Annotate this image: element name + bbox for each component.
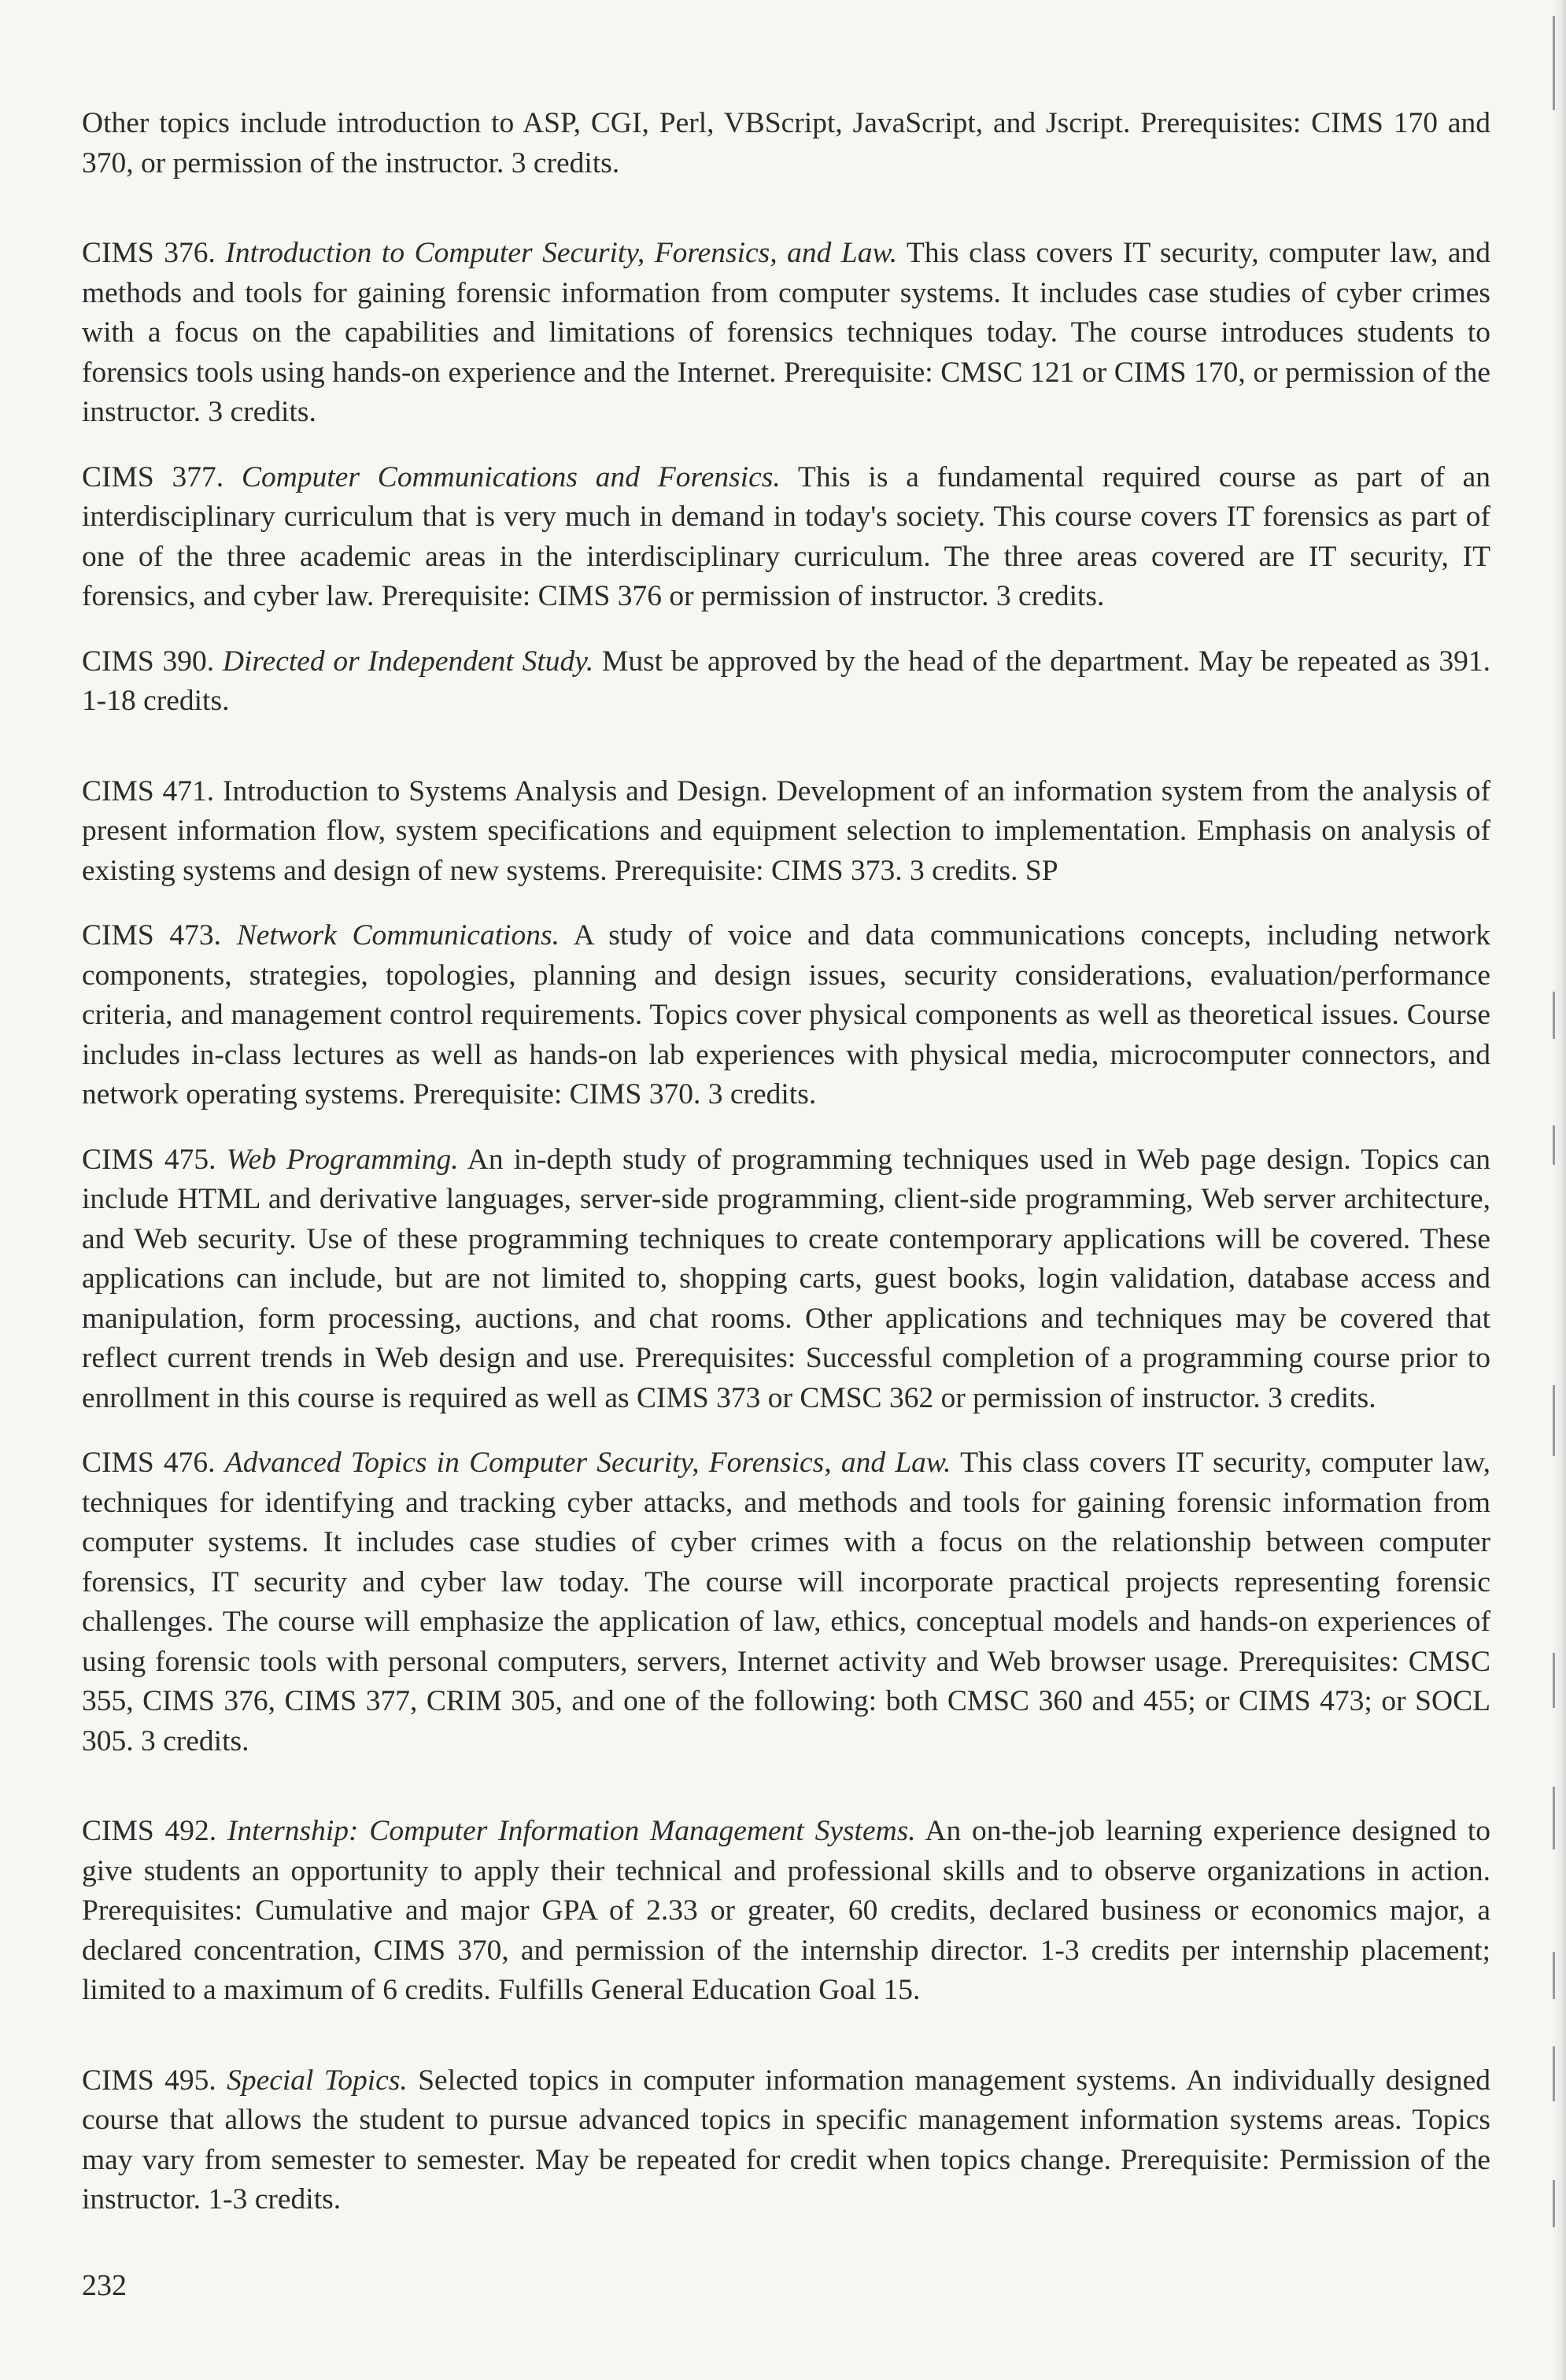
course-entry-cims-492 bbox=[82, 1812, 1490, 2011]
page-edge-mark bbox=[1553, 1125, 1555, 1165]
course-title: Network Communications. bbox=[236, 919, 560, 952]
course-entry-cims-476 bbox=[82, 1443, 1490, 1761]
course-title: Computer Communications and Forensics. bbox=[241, 460, 781, 493]
course-listing-page bbox=[82, 104, 1490, 2220]
course-title: Introduction to Computer Security, Forensics, and Law. bbox=[225, 237, 898, 269]
course-description: Selected topics in computer information management systems. An individually designed course that allows the student to pursue advanced topics in specific management information systems areas. Topics may vary from semester to semester. May be repeated for credit when topics change. Prerequisite: Permission of the instructor. 1-3 credits. bbox=[82, 2064, 1491, 2216]
page-edge-mark bbox=[1553, 1385, 1555, 1456]
course-description: Other topics include introduction to ASP, CGI, Perl, VBScript, JavaScript, and Jscript. Prerequisites: CIMS 170 and 370, or permission of the instructor. 3 credits. bbox=[82, 107, 1490, 179]
course-code: CIMS 390. bbox=[82, 645, 215, 678]
page-number: 232 bbox=[82, 2269, 127, 2302]
course-title: Web Programming. bbox=[226, 1143, 459, 1176]
course-code: CIMS 471. bbox=[82, 774, 215, 808]
course-title: Directed or Independent Study. bbox=[222, 645, 594, 678]
course-entry-cims-376 bbox=[82, 234, 1490, 433]
course-description: A study of voice and data communications concepts, including network components, strategies, topologies, planning and design issues, security considerations, evaluation/performance criteria, and management control requirements. Topics cover physical components as well as theoretical issues. Course includes in-class lectures as well as hands-on lab experiences with physical media, microcomputer connectors, and network operating systems. Prerequisite: CIMS 370. 3 credits. bbox=[82, 919, 1491, 1111]
page-edge-mark bbox=[1553, 1653, 1555, 1708]
page-edge-mark bbox=[1553, 992, 1555, 1039]
page-edge-mark bbox=[1553, 1952, 1555, 1999]
course-code: CIMS 473. bbox=[82, 919, 222, 952]
page-edge-mark bbox=[1553, 16, 1555, 110]
course-code: CIMS 495. bbox=[82, 2064, 216, 2097]
course-entry-cims-475 bbox=[82, 1140, 1490, 1419]
course-entry-cims-473 bbox=[82, 916, 1490, 1115]
page-edge-mark bbox=[1553, 2180, 1555, 2227]
page-edge-shadow bbox=[1552, 0, 1566, 2380]
course-entry-cims-471 bbox=[82, 772, 1490, 892]
course-description: This class covers IT security, computer law, techniques for identifying and tracking cyber attacks, and methods and tools for gaining forensic information from computer systems. It includes case studies of cyber crimes with a focus on the relationship between computer forensics, IT security and cyber law today. The course will incorporate practical projects representing forensic challenges. The course will emphasize the application of law, ethics, conceptual models and hands-on experiences of using forensic tools with personal computers, servers, Internet activity and Web browser usage. Prerequisites: CMSC 355, CIMS 376, CIMS 377, CRIM 305, and one of the following: both CMSC 360 and 455; or CIMS 473; or SOCL 305. 3 credits. bbox=[82, 1447, 1490, 1757]
course-code: CIMS 376. bbox=[82, 237, 216, 269]
page-edge-mark bbox=[1553, 2046, 1555, 2101]
course-code: CIMS 475. bbox=[82, 1143, 216, 1176]
course-entry-continued bbox=[82, 104, 1490, 183]
course-entry-cims-495 bbox=[82, 2061, 1490, 2220]
course-description: This is a fundamental required course as part of an interdisciplinary curriculum that is very much in demand in today's society. This course covers IT forensics as part of one of the three academic areas in the interdisciplinary curriculum. The three areas covered are IT security, IT forensics, and cyber law. Prerequisite: CIMS 376 or permission of instructor. 3 credits. bbox=[82, 460, 1491, 612]
course-code: CIMS 492. bbox=[82, 1815, 217, 1847]
course-description: Must be approved by the head of the department. May be repeated as 391. 1-18 credits. bbox=[82, 645, 1491, 717]
course-entry-cims-390 bbox=[82, 642, 1490, 722]
course-description: This class covers IT security, computer law, and methods and tools for gaining forensic information from computer systems. It includes case studies of cyber crimes with a focus on the capabilities and limitations of forensics techniques today. The course introduces students to forensics tools using hands-on experience and the Internet. Prerequisite: CMSC 121 or CIMS 170, or permission of the instructor. 3 credits. bbox=[82, 237, 1491, 428]
course-description: An on-the-job learning experience designed to give students an opportunity to apply their technical and professional skills and to observe organizations in action. Prerequisites: Cumulative and major GPA of 2.33 or greater, 60 credits, declared business or economics major, a declared concentration, CIMS 370, and permission of the internship director. 1-3 credits per internship placement; limited to a maximum of 6 credits. Fulfills General Education Goal 15. bbox=[82, 1815, 1491, 2006]
course-entry-cims-377 bbox=[82, 458, 1490, 617]
course-code: CIMS 377. bbox=[82, 460, 224, 493]
course-title: Special Topics. bbox=[227, 2064, 408, 2097]
page-edge-mark bbox=[1553, 1787, 1555, 1850]
course-description: An in-depth study of programming techniques used in Web page design. Topics can include HTML and derivative languages, server-side programming, client-side programming, Web server architecture, and Web security. Use of these programming techniques to create contemporary applications will be covered. These applications can include, but are not limited to, shopping carts, guest books, login validation, database access and manipulation, form processing, auctions, and chat rooms. Other applications and techniques may be covered that reflect current trends in Web design and use. Prerequisites: Successful completion of a programming course prior to enrollment in this course is required as well as CIMS 373 or CMSC 362 or permission of instructor. 3 credits. bbox=[82, 1143, 1491, 1414]
course-description: Introduction to Systems Analysis and Design. Development of an information system from the analysis of present information flow, system specifications and equipment selection to implementation. Emphasis on analysis of existing systems and design of new systems. Prerequisite: CIMS 373. 3 credits. SP bbox=[82, 774, 1491, 887]
course-title: Advanced Topics in Computer Security, Forensics, and Law. bbox=[224, 1447, 951, 1479]
course-code: CIMS 476. bbox=[82, 1447, 216, 1479]
course-title: Internship: Computer Information Management Systems. bbox=[227, 1815, 916, 1847]
